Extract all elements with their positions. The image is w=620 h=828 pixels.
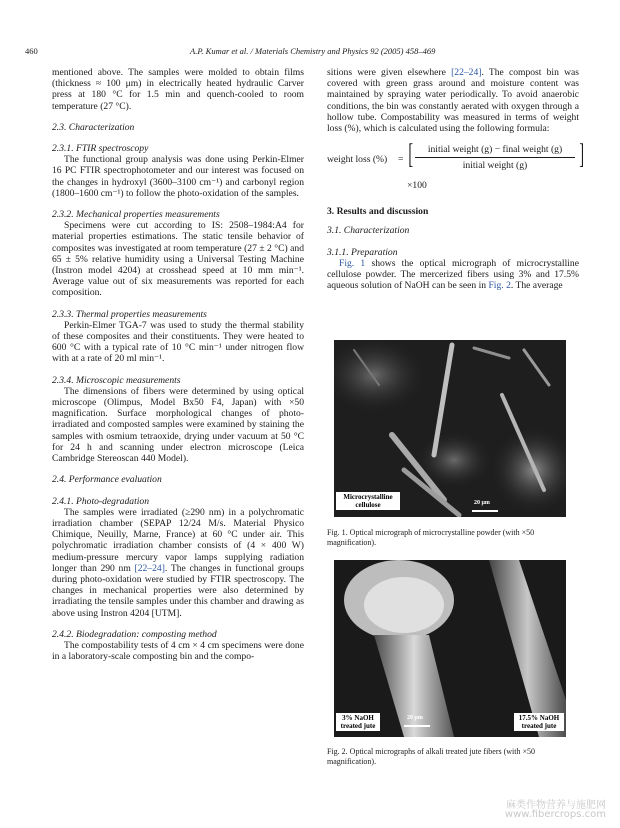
figure-2-label-right: 17.5% NaOH treated jute <box>514 713 564 731</box>
figure-2-micrograph <box>334 560 566 737</box>
subsection-heading-3-1-1: 3.1.1. Preparation <box>327 246 398 258</box>
figure-1-caption: Fig. 1. Optical micrograph of microcrystalline powder (with ×50 magnification). <box>327 528 535 547</box>
formula-lhs: weight loss (%) <box>327 154 388 166</box>
left-column <box>52 67 304 662</box>
right-column <box>327 67 584 292</box>
subsection-heading-2-3-1: 2.3.1. FTIR spectroscopy <box>52 143 149 155</box>
figure-2-label-left: 3% NaOH treated jute <box>336 713 380 731</box>
section-heading-3: 3. Results and discussion <box>327 206 429 218</box>
figure-1-micrograph <box>334 340 566 517</box>
paragraph-compost-continued <box>327 67 579 134</box>
paragraph-preparation <box>327 258 579 292</box>
micrograph-image <box>334 560 566 737</box>
formula-multiplier: ×100 <box>407 180 427 192</box>
citation-link[interactable]: [22–24] <box>134 562 165 574</box>
subsection-heading-2-3-4: 2.3.4. Microscopic measurements <box>52 374 181 386</box>
paragraph-text: . The changes in functional groups during photo-oxidation were studied by FTIR spectroscopy. The changes in mechanical properties were also determined by irradiating the tensile samples under this chamber and drawing as above using Instron 4204 [UTM]. <box>52 562 304 619</box>
paragraph-photodegradation <box>52 507 304 619</box>
subsection-heading-2-4-1: 2.4.1. Photo-degradation <box>52 495 149 507</box>
figure-link[interactable]: Fig. 1 <box>339 257 366 269</box>
figure-1-label: Microcrystalline cellulose <box>336 492 400 510</box>
scale-bar <box>404 725 430 727</box>
paragraph-text: shows the optical micrograph of microcrystalline cellulose powder. The mercerized fibers using 3% and 17.5% aqueous solution of NaOH can be seen in <box>327 257 579 292</box>
scale-text: 20 μm <box>474 500 490 506</box>
formula-bracket-right: ] <box>579 139 584 171</box>
citation-link[interactable]: [22–24] <box>451 67 482 78</box>
subsection-heading-2-3-3: 2.3.3. Thermal properties measurements <box>52 308 207 320</box>
figure-link[interactable]: Fig. 2 <box>488 280 511 292</box>
formula-equals: = <box>398 154 404 166</box>
paragraph-thermal: Perkin-Elmer TGA-7 was used to study the thermal stability of these composites and their constituents. They were heated to 600 °C with a typical rate of 10 °C min⁻¹ under nitrogen flow with at a rate of 20 ml min⁻¹. <box>52 319 304 365</box>
scale-text: 20 μm <box>407 715 423 721</box>
paragraph-composting: The compostability tests of 4 cm × 4 cm specimens were done in a laboratory-scale composting bin and the compo- <box>52 639 304 663</box>
page-number: 460 <box>25 46 38 56</box>
paragraph-text: sitions were given elsewhere <box>327 67 452 78</box>
paragraph-text: The samples were irradiated (≥290 nm) in a polychromatic irradiation chamber (SEPAP 12/24 M/s. Material Physico Chimique, Neuilly, Marne, France) at 60 °C under air. This polychromatic irradiation chamber consists of (4 × 400 W) medium-pressure mercury vapor lamps supplying radiation longer than 290 nm <box>52 506 304 574</box>
weight-loss-formula <box>327 139 584 192</box>
running-title: A.P. Kumar et al. / Materials Chemistry and Physics 92 (2005) 458–469 <box>190 46 436 56</box>
watermark-text: 麻类作物营养与施肥网 <box>506 800 606 811</box>
subsection-heading-2-4-2: 2.4.2. Biodegradation: composting method <box>52 628 217 640</box>
paragraph-mechanical: Specimens were cut according to IS: 2508–1984:A4 for material properties estimations. The static tensile behavior of composites was investigated at room temperature (27 ± 2 °C) and 65 ± 5% relative humidity using a Universal Testing Machine (Instron model 4204) at crosshead speed at 10 mm min⁻¹. Average value out of six measurements was reported for each composition. <box>52 220 304 299</box>
micrograph-image <box>334 340 566 517</box>
scale-bar <box>472 510 498 512</box>
watermark-url: www.fibercrops.com <box>504 809 606 820</box>
formula-bracket-left: [ <box>408 139 413 171</box>
subsection-heading-2-3-2: 2.3.2. Mechanical properties measurements <box>52 209 220 221</box>
paragraph-text: . The average <box>510 280 563 292</box>
formula-numerator: initial weight (g) − final weight (g) <box>415 144 575 158</box>
paragraph-text: . The compost bin was covered with green grass around and moisture content was maintained by spraying water periodically. To avoid anaerobic conditions, the bin was constantly aerated with oxygen through a hollow tube. Compostability was measured in terms of weight loss (%), which is calculated using the following formula: <box>327 67 579 135</box>
figure-2-caption: Fig. 2. Optical micrographs of alkali treated jute fibers (with ×50 magnification). <box>327 747 536 766</box>
intro-paragraph: mentioned above. The samples were molded to obtain films (thickness ≈ 100 μm) in electrically heated hydraulic Carver press at 180 °C for 1.5 min and quench-cooled to room temperature (27 °C). <box>52 67 304 112</box>
section-heading-3-1: 3.1. Characterization <box>327 225 410 237</box>
section-heading-2-3: 2.3. Characterization <box>52 121 135 133</box>
section-heading-2-4: 2.4. Performance evaluation <box>52 474 162 486</box>
paragraph-ftir: The functional group analysis was done using Perkin-Elmer 16 PC FTIR spectrophotometer and our interest was focused on the changes in hydroxyl (3600–3100 cm⁻¹) and carbonyl region (1800–1600 cm⁻¹) to follow the photo-oxidation of the samples. <box>52 154 304 199</box>
formula-denominator: initial weight (g) <box>462 160 528 172</box>
paragraph-microscopic: The dimensions of fibers were determined by using optical microscope (Olimpus, Model Bx50 F4, Japan) with ×50 magnification. Surface morphological changes of photo-irradiated and composted samples were examined by staining the samples with osmium tetraoxide, drying under vacuum at 50 °C for 24 h and scanning under electron microscope (Leica Cambridge Stereoscan 440 Model). <box>52 385 304 465</box>
